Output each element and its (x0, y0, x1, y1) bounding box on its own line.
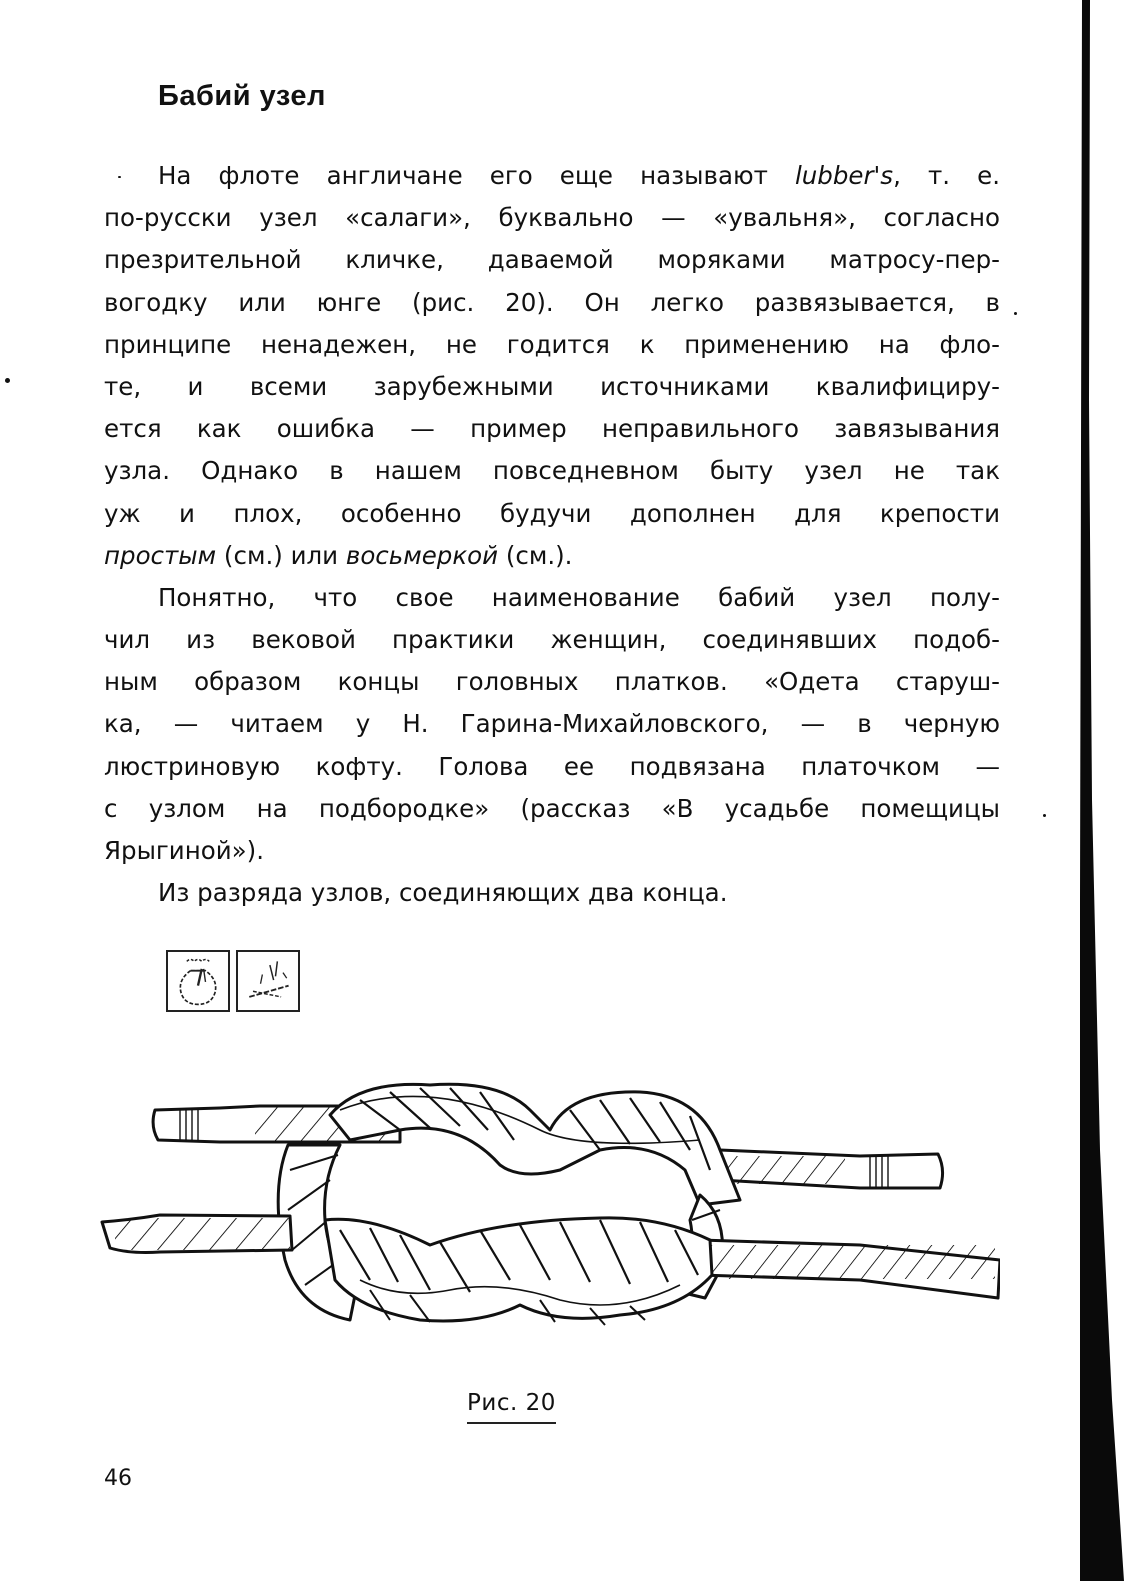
section-title: Бабий узел (158, 80, 326, 112)
text-line: ным образом концы головных платков. «Одета старуш- (104, 667, 1000, 697)
text-line: Ярыгиной»). (104, 836, 264, 865)
page-number: 46 (104, 1466, 132, 1491)
text-line: уж и плох, особенно будучи дополнен для крепости (104, 498, 1000, 528)
scan-speck (5, 378, 10, 383)
usage-icons (166, 950, 300, 1012)
text-line: Из разряда узлов, соединяющих два конца. (158, 878, 728, 908)
paragraph-3 (104, 872, 1000, 914)
text-line: На флоте англичане его еще называют lubber's, т. е. (158, 161, 1000, 190)
text-line: простым (см.) или восьмеркой (см.). (104, 540, 573, 570)
paragraph-1 (104, 155, 1000, 577)
granny-knot-illustration (100, 1070, 1000, 1340)
bundle-of-sticks-icon (236, 950, 300, 1012)
scan-speck (1043, 814, 1046, 817)
scan-speck (1014, 312, 1017, 315)
sack-tie-icon (166, 950, 230, 1012)
body-text (104, 155, 1000, 914)
text-line: узла. Однако в нашем повседневном быту узел не так (104, 456, 1000, 486)
text-line: принципе ненадежен, не годится к применению на фло- (104, 329, 1000, 359)
binding-shadow (1080, 0, 1128, 1581)
text-line: ка, — читаем у Н. Гарина-Михайловского, — в черную (104, 709, 1000, 739)
text-line: те, и всеми зарубежными источниками квалифициру- (104, 371, 1000, 401)
text-line: люстриновую кофту. Голова ее подвязана платочком — (104, 751, 1000, 781)
text-line: презрительной кличке, даваемой моряками матросу-пер- (104, 245, 1000, 275)
text-line: вогодку или юнге (рис. 20). Он легко развязывается, в (104, 287, 1000, 317)
text-line: по-русски узел «салаги», буквально — «увальня», согласно (104, 203, 1000, 233)
text-line: с узлом на подбородке» (рассказ «В усадьбе помещицы (104, 793, 1000, 823)
figure-caption: Рис. 20 (467, 1390, 556, 1424)
text-line: ется как ошибка — пример неправильного завязывания (104, 414, 1000, 444)
text-line: чил из вековой практики женщин, соединявших подоб- (104, 625, 1000, 655)
scan-speck (118, 176, 121, 178)
paragraph-2 (104, 577, 1000, 872)
text-line: Понятно, что свое наименование бабий узел полу- (158, 582, 1000, 612)
